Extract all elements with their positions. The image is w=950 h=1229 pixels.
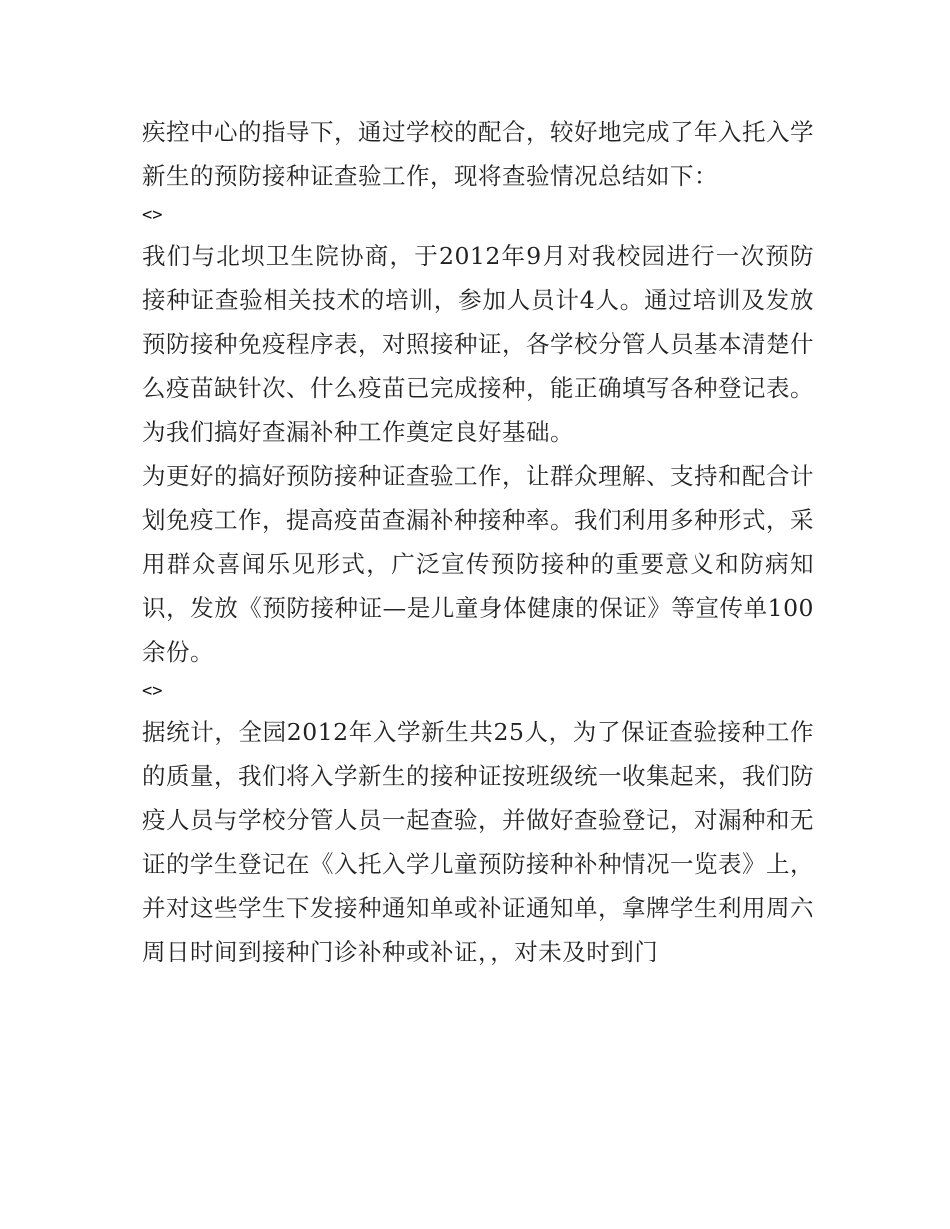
section-marker: <> (142, 681, 163, 701)
paragraph-publicity: 为更好的搞好预防接种证查验工作，让群众理解、支持和配合计划免疫工作，提高疫苗查漏补种接种率。我们利用多种形式，采用群众喜闻乐见形式，广泛宣传预防接种的重要意义和防病知识，发放《预防接种证—是儿童身体健康的保证》等宣传单100余份。 (142, 462, 814, 666)
paragraph-intro: 疾控中心的指导下，通过学校的配合，较好地完成了年入托入学新生的预防接种证查验工作，现将查验情况总结如下： (142, 118, 814, 190)
paragraph-statistics: 据统计，全园2012年入学新生共25人，为了保证查验接种工作的质量，我们将入学新生的接种证按班级统一收集起来，我们防疫人员与学校分管人员一起查验，并做好查验登记，对漏种和无证的学生登记在《入托入学儿童预防接种补种情况一览表》上，并对这些学生下发接种通知单或补证通知单，拿牌学生利用周六周日时间到接种门诊补种或补证，，对未及时到门 (142, 718, 814, 966)
document-body (142, 110, 814, 974)
paragraph-training: 我们与北坝卫生院协商，于2012年9月对我校园进行一次预防接种证查验相关技术的培训，参加人员计4人。通过培训及发放预防接种免疫程序表，对照接种证，各学校分管人员基本清楚什么疫苗缺针次、什么疫苗已完成接种，能正确填写各种登记表。为我们搞好查漏补种工作奠定良好基础。 (142, 242, 814, 446)
section-marker: <> (142, 205, 163, 225)
